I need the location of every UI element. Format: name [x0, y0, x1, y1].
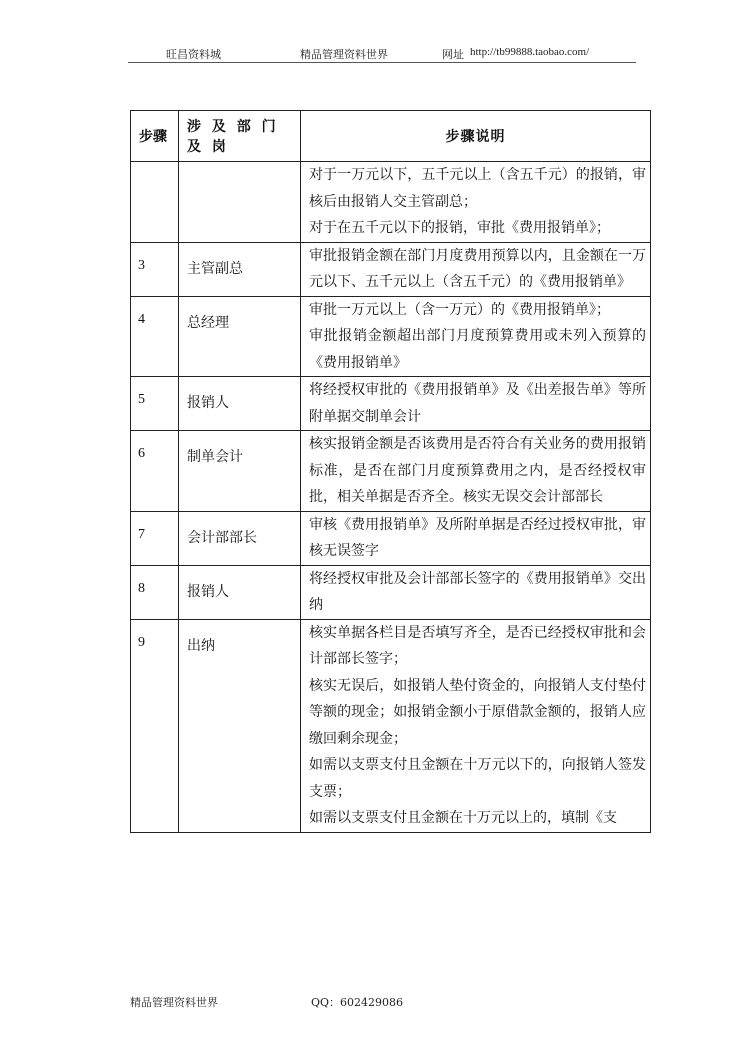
step-number: 8 — [131, 565, 179, 619]
description-line: 核实无误后，如报销人垫付资金的，向报销人支付垫付等额的现金；如报销金额小于原借款金额的，报销人应缴回剩余现金； — [309, 677, 646, 747]
step-number: 4 — [131, 296, 179, 377]
step-description — [301, 431, 651, 512]
description-line: 核实单据各栏目是否填写齐全，是否已经授权审批和会计部部长签字； — [309, 624, 646, 667]
table-row — [131, 511, 651, 565]
department: 报销人 — [179, 565, 301, 619]
description-line: 如需以支票支付且金额在十万元以下的，向报销人签发支票； — [309, 757, 646, 800]
step-number: 3 — [131, 242, 179, 296]
step-description — [301, 162, 651, 243]
table-header-row — [131, 111, 651, 162]
footer-qq: QQ：602429086 — [311, 996, 404, 1009]
department: 出纳 — [179, 619, 301, 832]
column-header-description: 步骤说明 — [301, 111, 651, 162]
department: 会计部部长 — [179, 511, 301, 565]
footer-brand: 精品管理资料世界 — [130, 996, 218, 1009]
step-number: 9 — [131, 619, 179, 832]
header-shop-name: 旺昌资料城 — [166, 48, 221, 61]
step-description — [301, 377, 651, 431]
column-header-department: 涉 及 部 门 及 岗 — [179, 111, 301, 162]
description-line: 对于一万元以下，五千元以上（含五千元）的报销，审核后由报销人交主管副总； — [309, 167, 646, 210]
table-row — [131, 242, 651, 296]
description-line: 对于在五千元以下的报销，审批《费用报销单》； — [309, 220, 610, 236]
table-row — [131, 565, 651, 619]
step-number: 6 — [131, 431, 179, 512]
step-description — [301, 565, 651, 619]
description-line: 审批一万元以上（含一万元）的《费用报销单》； — [309, 301, 610, 318]
table-row — [131, 377, 651, 431]
table-row — [131, 162, 651, 243]
department: 制单会计 — [179, 431, 301, 512]
header-brand: 精品管理资料世界 — [300, 48, 388, 61]
table-row — [131, 296, 651, 377]
description-line: 审批报销金额超出部门月度预算费用或未列入预算的《费用报销单》 — [309, 328, 646, 371]
header-url: http://tb99888.taobao.com/ — [470, 46, 590, 58]
column-header-step: 步骤 — [131, 111, 179, 162]
department: 总经理 — [179, 296, 301, 377]
step-number — [131, 162, 179, 243]
department — [179, 162, 301, 243]
table-row — [131, 431, 651, 512]
step-number: 7 — [131, 511, 179, 565]
description-line: 将经授权审批及会计部部长签字的《费用报销单》交出纳 — [309, 570, 646, 613]
page-header — [128, 44, 636, 63]
step-description — [301, 511, 651, 565]
department: 主管副总 — [179, 242, 301, 296]
reimbursement-steps-table — [130, 110, 651, 833]
description-line: 审批报销金额在部门月度费用预算以内，且金额在一万元以下、五千元以上（含五千元）的《费用报销单》 — [309, 247, 646, 290]
description-line: 审核《费用报销单》及所附单据是否经过授权审批，审核无误签字 — [309, 516, 646, 559]
department: 报销人 — [179, 377, 301, 431]
step-number: 5 — [131, 377, 179, 431]
table-row — [131, 619, 651, 832]
step-description — [301, 242, 651, 296]
header-url-label: 网址 — [442, 48, 464, 61]
step-description — [301, 296, 651, 377]
description-line: 如需以支票支付且金额在十万元以上的，填制《支 — [309, 810, 617, 826]
description-line: 将经授权审批的《费用报销单》及《出差报告单》等所附单据交制单会计 — [309, 382, 646, 425]
step-description — [301, 619, 651, 832]
description-line: 核实报销金额是否该费用是否符合有关业务的费用报销标准，是否在部门月度预算费用之内，是否经授权审批，相关单据是否齐全。核实无误交会计部部长 — [309, 436, 646, 505]
